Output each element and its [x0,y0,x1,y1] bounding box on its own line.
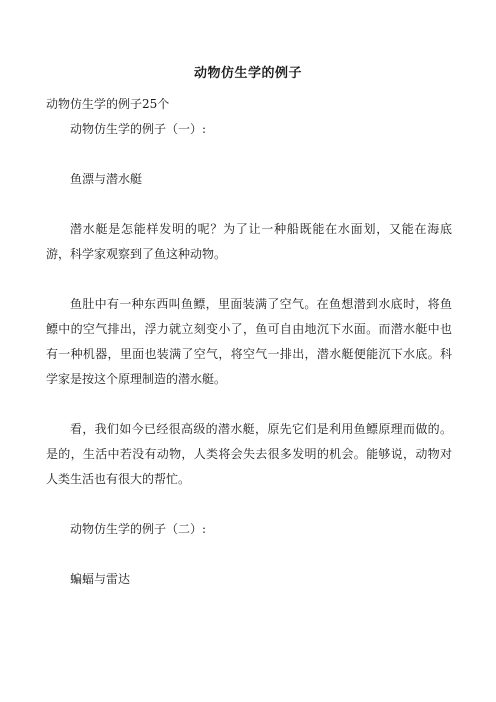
section-heading-2: 动物仿生学的例子（二）: [70,522,207,536]
document-title: 动物仿生学的例子 [193,66,302,81]
spacer [46,267,452,292]
spacer [46,492,452,517]
section-topic-2: 蝙蝠与雷达 [70,572,131,586]
spacer [46,192,452,217]
paragraph-1: 潜水艇是怎能样发明的呢？为了让一种船既能在水面划，又能在海底游，科学家观察到了鱼这种动物。 [46,222,452,261]
spacer [46,392,452,417]
paragraph-3: 看，我们如今已经很高级的潜水艇，原先它们是利用鱼鳔原理而做的。是的，生活中若没有动物，人类将会失去很多发明的机会。能够说，动物对人类生活也有很大的帮忙。 [46,422,452,486]
paragraph-2: 鱼肚中有一种东西叫鱼鳔，里面装满了空气。在鱼想潜到水底时，将鱼鳔中的空气排出，浮力就立刻变小了，鱼可自由地沉下水面。而潜水艇中也有一种机器，里面也装满了空气，将空气一排出，潜水艇便能沉下水底。科学家是按这个原理制造的潜水艇。 [46,297,452,386]
spacer [46,142,452,167]
document-body [46,92,452,592]
document-subtitle: 动物仿生学的例子25个 [46,97,170,111]
spacer [46,542,452,567]
section-topic-1: 鱼漂与潜水艇 [70,172,143,186]
section-heading-1: 动物仿生学的例子（一）: [70,122,207,136]
